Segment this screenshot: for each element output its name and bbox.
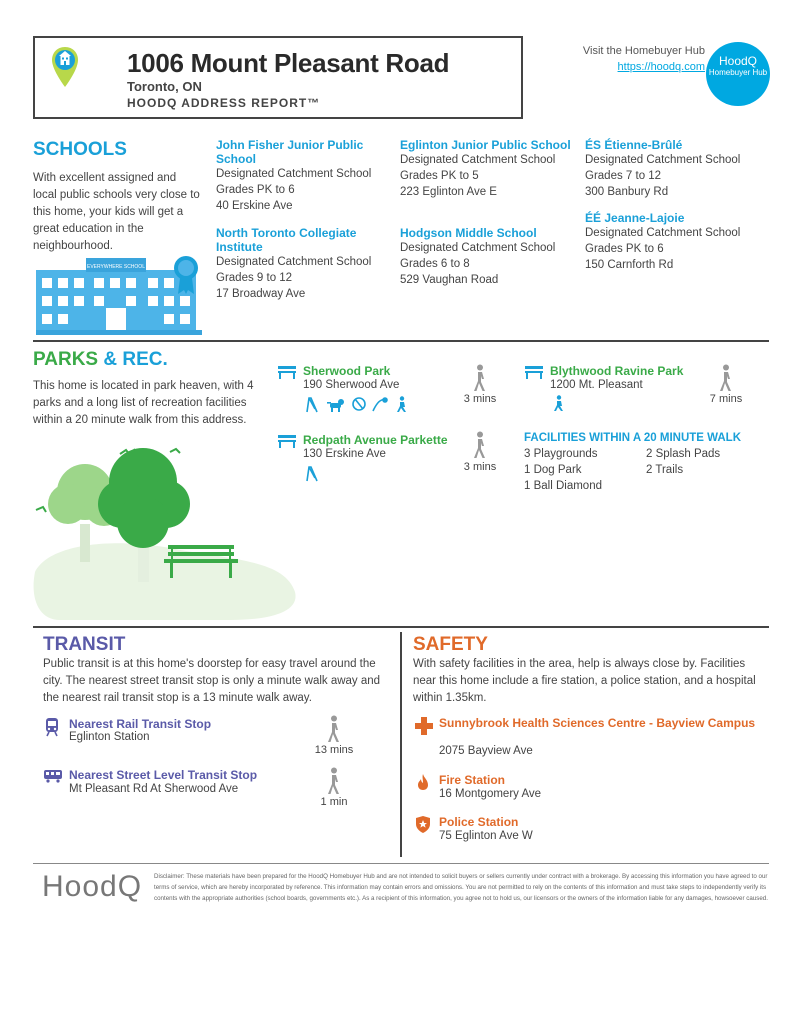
- parks-description: This home is located in park heaven, with 4 parks and a long list of recreation facilities within a 20 minute walk from this address.: [33, 380, 254, 426]
- park-address: 190 Sherwood Ave: [303, 379, 400, 391]
- trail-icon: [552, 395, 566, 413]
- section-divider: [33, 626, 769, 628]
- park-name[interactable]: Blythwood Ravine Park: [550, 364, 684, 378]
- safety-facility-name[interactable]: Police Station: [439, 815, 519, 829]
- walk-time: 1 min: [320, 796, 348, 808]
- fire-icon: [416, 773, 430, 791]
- school-type: Designated Catchment School: [585, 227, 741, 239]
- facilities-title: FACILITIES WITHIN A 20 MINUTE WALK: [524, 432, 742, 444]
- park-name[interactable]: Redpath Avenue Parkette: [303, 433, 448, 447]
- school-grades: Grades PK to 6: [216, 184, 295, 196]
- dog-icon: [327, 399, 344, 412]
- transit-stop-name[interactable]: Nearest Street Level Transit Stop: [69, 768, 258, 782]
- school-address: 17 Broadway Ave: [216, 288, 306, 300]
- school-name[interactable]: ÉÉ Jeanne-Lajoie: [585, 211, 685, 225]
- facility-item: 2 Trails: [646, 464, 684, 476]
- walk-time: 3 mins: [463, 461, 497, 473]
- parks-title-b: & REC.: [103, 349, 168, 370]
- parks-title-a: PARKS: [33, 349, 99, 370]
- walk-time: 7 mins: [709, 393, 743, 405]
- transit-stop-address: Mt Pleasant Rd At Sherwood Ave: [69, 783, 239, 795]
- school-address: 40 Erskine Ave: [216, 200, 293, 212]
- school-grades: Grades 9 to 12: [216, 272, 293, 284]
- school-card: [216, 138, 391, 214]
- school-building-sign: EVERYWHERE SCHOOL: [87, 264, 145, 270]
- schools-title: SCHOOLS: [33, 139, 127, 160]
- park-address: 130 Erskine Ave: [303, 448, 386, 460]
- home-pin-icon: [50, 45, 80, 89]
- school-card: [400, 226, 575, 288]
- safety-title: SAFETY: [413, 634, 488, 655]
- school-type: Designated Catchment School: [216, 168, 372, 180]
- school-building-icon: [36, 250, 206, 335]
- facility-item: 3 Playgrounds: [524, 448, 598, 460]
- school-card: [216, 226, 391, 302]
- hospital-cross-icon: [414, 716, 434, 736]
- visit-hub-text: Visit the Homebuyer Hub: [582, 45, 705, 57]
- safety-description: With safety facilities in the area, help is always close by. Facilities near this home include a fire station, a police station, and a hospital within 1.35km.: [413, 658, 756, 704]
- streetcar-icon: [43, 769, 63, 783]
- walk-time: 3 mins: [463, 393, 497, 405]
- disclaimer-text: Disclaimer: These materials have been prepared for the HoodQ Homebuyer Hub and are not intended to solicit buyers or sellers currently under contract with a brokerage. By accessing this information you have agreed to our terms of service, which are hereby incorporated by reference. This information may contain errors and omissions. You are not permitted to rely on the contents of this information and must take steps to independently verify its contents with the appropriate authorities (school boards, governments etc.). As a recipient of this information, you agree not to hold us, our licensors or the owners of the information liable for any damages, howsoever caused.: [154, 873, 768, 902]
- transit-description: Public transit is at this home's doorstep for easy travel around the city. The nearest street transit stop is only a minute walk away and the nearest rail transit stop is a 13 minute walk away.: [43, 658, 381, 704]
- facility-item: 2 Splash Pads: [646, 448, 721, 460]
- ball-icon: [353, 398, 365, 410]
- school-name[interactable]: Hodgson Middle School: [400, 226, 537, 240]
- walking-person-icon: [324, 715, 344, 743]
- park-illustration-icon: [30, 442, 300, 622]
- hub-link[interactable]: https://hoodq.com: [617, 61, 705, 73]
- walk-time: 13 mins: [314, 744, 354, 756]
- school-grades: Grades 6 to 8: [400, 258, 470, 270]
- school-type: Designated Catchment School: [400, 154, 556, 166]
- school-type: Designated Catchment School: [400, 242, 556, 254]
- transit-stop-name[interactable]: Nearest Rail Transit Stop: [69, 717, 212, 731]
- school-card: [585, 138, 760, 200]
- school-card: [585, 211, 760, 273]
- police-badge-icon: [415, 815, 431, 834]
- school-grades: Grades 7 to 12: [585, 170, 662, 182]
- transit-title: TRANSIT: [43, 634, 126, 655]
- safety-facility-address: 16 Montgomery Ave: [439, 788, 542, 800]
- school-type: Designated Catchment School: [216, 256, 372, 268]
- park-name[interactable]: Sherwood Park: [303, 364, 391, 378]
- walking-person-icon: [470, 431, 490, 459]
- trail-icon: [397, 396, 406, 412]
- section-divider: [33, 340, 769, 342]
- school-card: [400, 138, 575, 200]
- safety-facility-name[interactable]: Fire Station: [439, 773, 506, 787]
- school-address: 300 Banbury Rd: [585, 186, 669, 198]
- report-label: HOODQ ADDRESS REPORT™: [127, 96, 321, 110]
- hub-badge-title: HoodQ: [718, 54, 758, 68]
- park-address: 1200 Mt. Pleasant: [550, 379, 643, 391]
- school-address: 529 Vaughan Road: [400, 274, 499, 286]
- splash-icon: [373, 398, 387, 411]
- hub-badge-subtitle: Homebuyer Hub: [708, 68, 768, 77]
- walking-person-icon: [716, 364, 736, 392]
- park-bench-icon: [277, 364, 297, 380]
- walking-person-icon: [470, 364, 490, 392]
- school-name[interactable]: ÉS Étienne-Brûlé: [585, 138, 683, 152]
- slide-icon: [305, 464, 321, 482]
- schools-description: With excellent assigned and local public schools very close to this home, your kids will get a great education in the neighbourhood.: [33, 172, 200, 252]
- school-address: 223 Eglinton Ave E: [400, 186, 497, 198]
- school-grades: Grades PK to 5: [400, 170, 479, 182]
- parks-title: [33, 349, 168, 371]
- footer-divider: [33, 863, 769, 864]
- train-icon: [44, 717, 60, 737]
- school-type: Designated Catchment School: [585, 154, 741, 166]
- school-grades: Grades PK to 6: [585, 243, 664, 255]
- facility-item: 1 Dog Park: [524, 464, 582, 476]
- address-title: 1006 Mount Pleasant Road: [127, 48, 450, 78]
- slide-icon: [307, 398, 317, 412]
- park-bench-icon: [524, 364, 544, 380]
- column-divider: [400, 632, 402, 857]
- school-name[interactable]: John Fisher Junior Public School: [216, 138, 364, 166]
- hoodq-logo: HoodQ: [42, 870, 143, 903]
- school-name[interactable]: North Toronto Collegiate Institute: [216, 226, 357, 254]
- safety-facility-address: 75 Eglinton Ave W: [439, 830, 533, 842]
- walking-person-icon: [324, 767, 344, 795]
- park-amenity-icons: [305, 395, 415, 413]
- transit-stop-address: Eglinton Station: [69, 731, 150, 743]
- school-address: 150 Carnforth Rd: [585, 259, 674, 271]
- park-bench-icon: [277, 433, 297, 449]
- address-city: Toronto, ON: [127, 79, 202, 94]
- homebuyer-hub-badge[interactable]: [706, 42, 770, 106]
- school-name[interactable]: Eglinton Junior Public School: [400, 138, 571, 152]
- facility-item: 1 Ball Diamond: [524, 480, 602, 492]
- safety-facility-name[interactable]: Sunnybrook Health Sciences Centre - Bayview Campus: [439, 716, 756, 730]
- safety-facility-address: 2075 Bayview Ave: [439, 745, 533, 757]
